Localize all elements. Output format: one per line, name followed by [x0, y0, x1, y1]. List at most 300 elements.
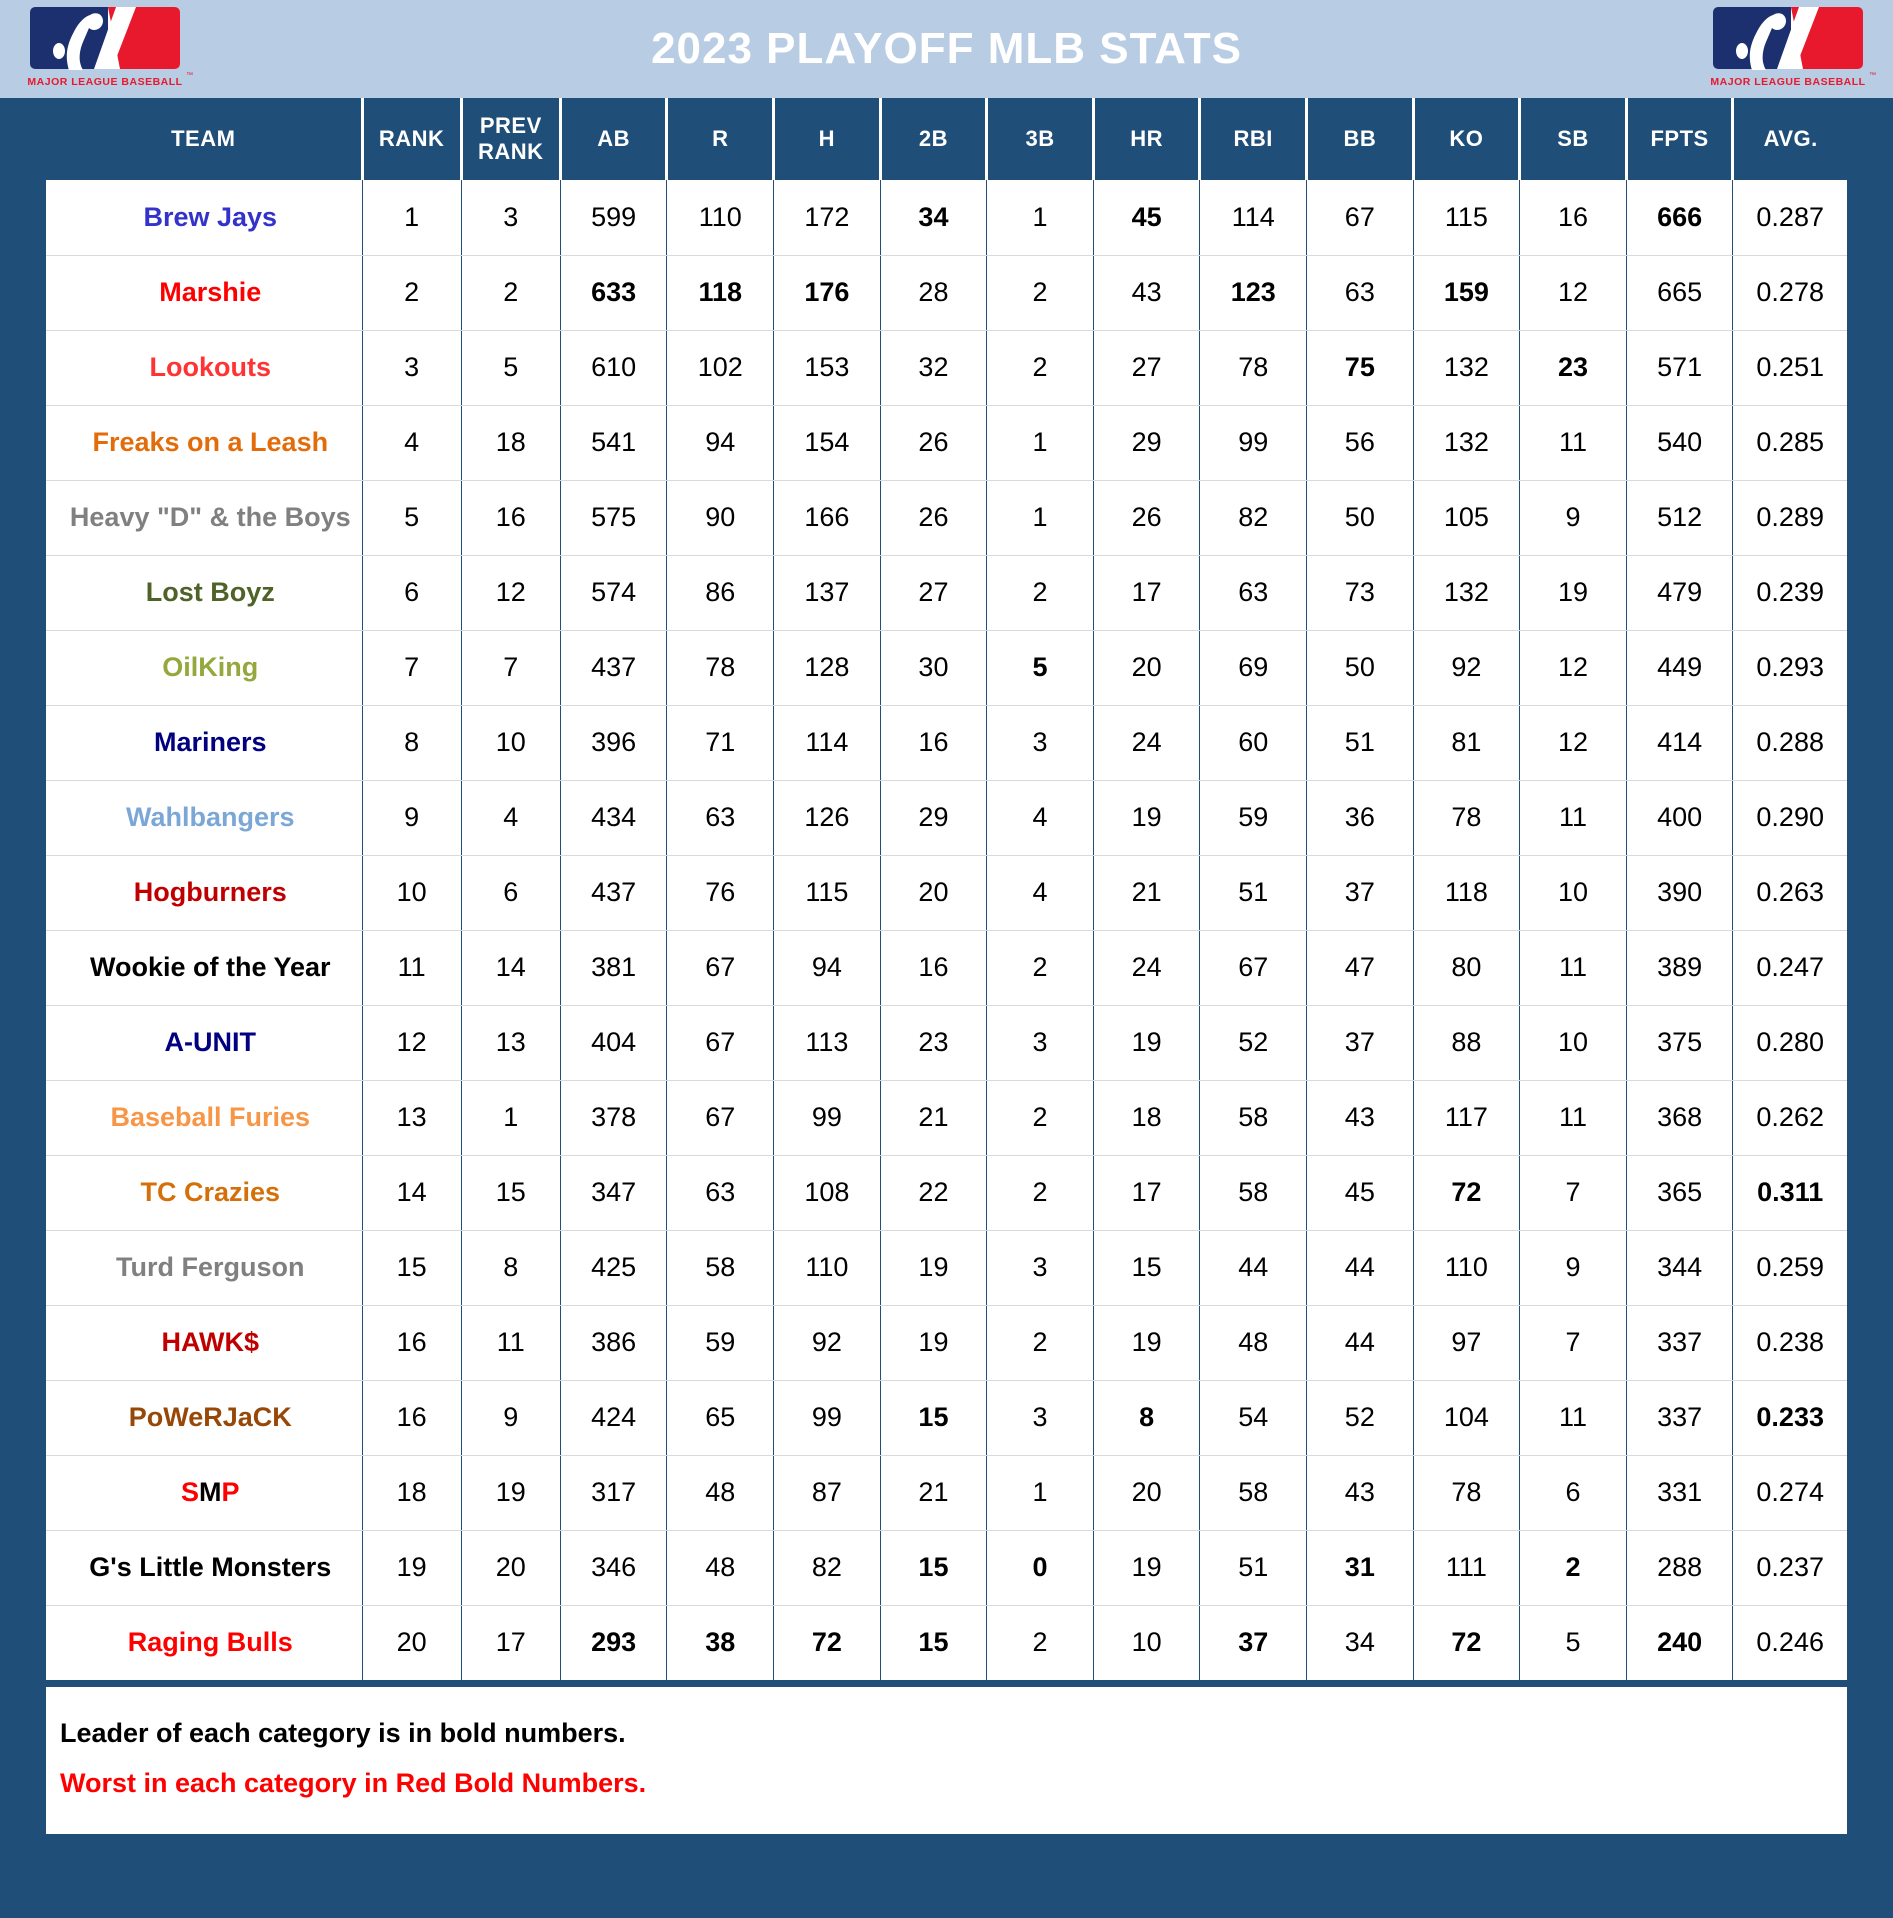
- cell-prev[interactable]: 13: [461, 1005, 560, 1080]
- cell-prev[interactable]: 1: [461, 1080, 560, 1155]
- cell-fpts[interactable]: 666: [1626, 180, 1733, 255]
- table-row[interactable]: [46, 255, 1847, 330]
- cell-b2[interactable]: 27: [880, 555, 987, 630]
- cell-r[interactable]: 58: [667, 1230, 774, 1305]
- cell-hr[interactable]: 19: [1093, 1005, 1200, 1080]
- cell-fpts[interactable]: 571: [1626, 330, 1733, 405]
- col-header-bb[interactable]: BB: [1307, 98, 1414, 180]
- cell-hr[interactable]: 18: [1093, 1080, 1200, 1155]
- cell-rbi[interactable]: 51: [1200, 1530, 1307, 1605]
- cell-avg[interactable]: 0.278: [1733, 255, 1847, 330]
- cell-ko[interactable]: 78: [1413, 1455, 1520, 1530]
- cell-avg[interactable]: 0.280: [1733, 1005, 1847, 1080]
- cell-r[interactable]: 76: [667, 855, 774, 930]
- cell-ko[interactable]: 111: [1413, 1530, 1520, 1605]
- cell-ko[interactable]: 97: [1413, 1305, 1520, 1380]
- col-header-3b[interactable]: 3B: [987, 98, 1094, 180]
- cell-b3[interactable]: 3: [987, 705, 1094, 780]
- cell-hr[interactable]: 21: [1093, 855, 1200, 930]
- cell-r[interactable]: 63: [667, 780, 774, 855]
- cell-ko[interactable]: 110: [1413, 1230, 1520, 1305]
- cell-bb[interactable]: 67: [1307, 180, 1414, 255]
- cell-rank[interactable]: 10: [362, 855, 461, 930]
- cell-b3[interactable]: 1: [987, 1455, 1094, 1530]
- table-row[interactable]: [46, 1005, 1847, 1080]
- cell-h[interactable]: 108: [774, 1155, 881, 1230]
- cell-ab[interactable]: 610: [560, 330, 667, 405]
- cell-ab[interactable]: 437: [560, 630, 667, 705]
- col-header-team[interactable]: TEAM: [46, 98, 362, 180]
- cell-bb[interactable]: 56: [1307, 405, 1414, 480]
- cell-b2[interactable]: 21: [880, 1455, 987, 1530]
- cell-fpts[interactable]: 390: [1626, 855, 1733, 930]
- cell-b3[interactable]: 1: [987, 480, 1094, 555]
- cell-fpts[interactable]: 365: [1626, 1155, 1733, 1230]
- cell-prev[interactable]: 8: [461, 1230, 560, 1305]
- cell-avg[interactable]: 0.247: [1733, 930, 1847, 1005]
- cell-b2[interactable]: 22: [880, 1155, 987, 1230]
- cell-h[interactable]: 82: [774, 1530, 881, 1605]
- cell-bb[interactable]: 36: [1307, 780, 1414, 855]
- cell-avg[interactable]: 0.233: [1733, 1380, 1847, 1455]
- cell-avg[interactable]: 0.237: [1733, 1530, 1847, 1605]
- cell-hr[interactable]: 26: [1093, 480, 1200, 555]
- cell-avg[interactable]: 0.289: [1733, 480, 1847, 555]
- col-header-r[interactable]: R: [667, 98, 774, 180]
- cell-rank[interactable]: 6: [362, 555, 461, 630]
- cell-h[interactable]: 172: [774, 180, 881, 255]
- cell-b2[interactable]: 23: [880, 1005, 987, 1080]
- cell-r[interactable]: 78: [667, 630, 774, 705]
- cell-b3[interactable]: 2: [987, 330, 1094, 405]
- cell-rank[interactable]: 20: [362, 1605, 461, 1680]
- cell-ko[interactable]: 92: [1413, 630, 1520, 705]
- cell-bb[interactable]: 44: [1307, 1305, 1414, 1380]
- cell-r[interactable]: 110: [667, 180, 774, 255]
- team-name-cell[interactable]: [46, 1455, 362, 1530]
- cell-bb[interactable]: 47: [1307, 930, 1414, 1005]
- cell-b2[interactable]: 29: [880, 780, 987, 855]
- cell-avg[interactable]: 0.263: [1733, 855, 1847, 930]
- cell-ab[interactable]: 575: [560, 480, 667, 555]
- cell-avg[interactable]: 0.293: [1733, 630, 1847, 705]
- cell-sb[interactable]: 11: [1520, 1380, 1627, 1455]
- cell-b2[interactable]: 15: [880, 1380, 987, 1455]
- cell-b3[interactable]: 0: [987, 1530, 1094, 1605]
- cell-bb[interactable]: 50: [1307, 480, 1414, 555]
- cell-fpts[interactable]: 331: [1626, 1455, 1733, 1530]
- team-name-cell[interactable]: Wahlbangers: [46, 780, 362, 855]
- cell-fpts[interactable]: 375: [1626, 1005, 1733, 1080]
- cell-bb[interactable]: 31: [1307, 1530, 1414, 1605]
- cell-avg[interactable]: 0.251: [1733, 330, 1847, 405]
- cell-ko[interactable]: 118: [1413, 855, 1520, 930]
- cell-prev[interactable]: 19: [461, 1455, 560, 1530]
- cell-ab[interactable]: 381: [560, 930, 667, 1005]
- cell-h[interactable]: 99: [774, 1080, 881, 1155]
- cell-sb[interactable]: 5: [1520, 1605, 1627, 1680]
- cell-rank[interactable]: 18: [362, 1455, 461, 1530]
- cell-b2[interactable]: 26: [880, 480, 987, 555]
- cell-hr[interactable]: 20: [1093, 630, 1200, 705]
- cell-prev[interactable]: 3: [461, 180, 560, 255]
- cell-rank[interactable]: 12: [362, 1005, 461, 1080]
- cell-ko[interactable]: 159: [1413, 255, 1520, 330]
- cell-rbi[interactable]: 123: [1200, 255, 1307, 330]
- cell-avg[interactable]: 0.288: [1733, 705, 1847, 780]
- cell-prev[interactable]: 2: [461, 255, 560, 330]
- cell-prev[interactable]: 17: [461, 1605, 560, 1680]
- cell-fpts[interactable]: 479: [1626, 555, 1733, 630]
- table-row[interactable]: [46, 780, 1847, 855]
- cell-avg[interactable]: 0.290: [1733, 780, 1847, 855]
- cell-rbi[interactable]: 44: [1200, 1230, 1307, 1305]
- col-header-rbi[interactable]: RBI: [1200, 98, 1307, 180]
- cell-r[interactable]: 86: [667, 555, 774, 630]
- col-header-2b[interactable]: 2B: [880, 98, 987, 180]
- cell-b2[interactable]: 19: [880, 1230, 987, 1305]
- cell-bb[interactable]: 45: [1307, 1155, 1414, 1230]
- cell-fpts[interactable]: 344: [1626, 1230, 1733, 1305]
- cell-prev[interactable]: 10: [461, 705, 560, 780]
- cell-rbi[interactable]: 37: [1200, 1605, 1307, 1680]
- cell-h[interactable]: 99: [774, 1380, 881, 1455]
- cell-sb[interactable]: 7: [1520, 1305, 1627, 1380]
- cell-b3[interactable]: 2: [987, 1305, 1094, 1380]
- cell-hr[interactable]: 19: [1093, 1305, 1200, 1380]
- cell-rbi[interactable]: 54: [1200, 1380, 1307, 1455]
- team-name-cell[interactable]: PoWeRJaCK: [46, 1380, 362, 1455]
- team-name-cell[interactable]: Lost Boyz: [46, 555, 362, 630]
- cell-rank[interactable]: 5: [362, 480, 461, 555]
- cell-h[interactable]: 92: [774, 1305, 881, 1380]
- cell-b3[interactable]: 3: [987, 1005, 1094, 1080]
- table-row[interactable]: [46, 555, 1847, 630]
- cell-b3[interactable]: 5: [987, 630, 1094, 705]
- cell-bb[interactable]: 34: [1307, 1605, 1414, 1680]
- cell-r[interactable]: 65: [667, 1380, 774, 1455]
- cell-bb[interactable]: 37: [1307, 1005, 1414, 1080]
- cell-avg[interactable]: 0.311: [1733, 1155, 1847, 1230]
- cell-rank[interactable]: 16: [362, 1380, 461, 1455]
- team-name-cell[interactable]: G's Little Monsters: [46, 1530, 362, 1605]
- cell-ab[interactable]: 633: [560, 255, 667, 330]
- cell-h[interactable]: 114: [774, 705, 881, 780]
- cell-r[interactable]: 118: [667, 255, 774, 330]
- cell-prev[interactable]: 7: [461, 630, 560, 705]
- cell-prev[interactable]: 12: [461, 555, 560, 630]
- table-row[interactable]: [46, 405, 1847, 480]
- table-row[interactable]: [46, 480, 1847, 555]
- cell-b3[interactable]: 2: [987, 1080, 1094, 1155]
- cell-avg[interactable]: 0.287: [1733, 180, 1847, 255]
- team-name-cell[interactable]: Raging Bulls: [46, 1605, 362, 1680]
- cell-h[interactable]: 72: [774, 1605, 881, 1680]
- table-row[interactable]: [46, 1605, 1847, 1680]
- cell-avg[interactable]: 0.238: [1733, 1305, 1847, 1380]
- cell-b3[interactable]: 2: [987, 930, 1094, 1005]
- team-name-cell[interactable]: Freaks on a Leash: [46, 405, 362, 480]
- cell-ko[interactable]: 78: [1413, 780, 1520, 855]
- cell-ab[interactable]: 424: [560, 1380, 667, 1455]
- team-name-cell[interactable]: TC Crazies: [46, 1155, 362, 1230]
- cell-fpts[interactable]: 512: [1626, 480, 1733, 555]
- cell-ab[interactable]: 404: [560, 1005, 667, 1080]
- cell-avg[interactable]: 0.239: [1733, 555, 1847, 630]
- cell-ko[interactable]: 104: [1413, 1380, 1520, 1455]
- cell-r[interactable]: 90: [667, 480, 774, 555]
- cell-prev[interactable]: 6: [461, 855, 560, 930]
- cell-prev[interactable]: 5: [461, 330, 560, 405]
- cell-ko[interactable]: 117: [1413, 1080, 1520, 1155]
- table-row[interactable]: [46, 1455, 1847, 1530]
- cell-prev[interactable]: 20: [461, 1530, 560, 1605]
- cell-rbi[interactable]: 78: [1200, 330, 1307, 405]
- cell-fpts[interactable]: 665: [1626, 255, 1733, 330]
- cell-avg[interactable]: 0.259: [1733, 1230, 1847, 1305]
- cell-rbi[interactable]: 58: [1200, 1455, 1307, 1530]
- cell-b2[interactable]: 34: [880, 180, 987, 255]
- cell-ab[interactable]: 574: [560, 555, 667, 630]
- cell-r[interactable]: 59: [667, 1305, 774, 1380]
- cell-ab[interactable]: 396: [560, 705, 667, 780]
- cell-b3[interactable]: 3: [987, 1230, 1094, 1305]
- cell-b2[interactable]: 15: [880, 1605, 987, 1680]
- cell-ab[interactable]: 378: [560, 1080, 667, 1155]
- cell-hr[interactable]: 8: [1093, 1380, 1200, 1455]
- cell-h[interactable]: 126: [774, 780, 881, 855]
- cell-sb[interactable]: 6: [1520, 1455, 1627, 1530]
- cell-sb[interactable]: 16: [1520, 180, 1627, 255]
- cell-b2[interactable]: 21: [880, 1080, 987, 1155]
- cell-hr[interactable]: 20: [1093, 1455, 1200, 1530]
- cell-avg[interactable]: 0.246: [1733, 1605, 1847, 1680]
- cell-prev[interactable]: 4: [461, 780, 560, 855]
- cell-ab[interactable]: 425: [560, 1230, 667, 1305]
- cell-r[interactable]: 48: [667, 1530, 774, 1605]
- cell-r[interactable]: 94: [667, 405, 774, 480]
- cell-ko[interactable]: 132: [1413, 330, 1520, 405]
- cell-b3[interactable]: 2: [987, 555, 1094, 630]
- cell-ab[interactable]: 434: [560, 780, 667, 855]
- cell-avg[interactable]: 0.262: [1733, 1080, 1847, 1155]
- cell-sb[interactable]: 12: [1520, 255, 1627, 330]
- cell-hr[interactable]: 19: [1093, 1530, 1200, 1605]
- cell-rbi[interactable]: 114: [1200, 180, 1307, 255]
- cell-ab[interactable]: 599: [560, 180, 667, 255]
- cell-h[interactable]: 113: [774, 1005, 881, 1080]
- cell-ab[interactable]: 386: [560, 1305, 667, 1380]
- table-row[interactable]: [46, 930, 1847, 1005]
- cell-sb[interactable]: 23: [1520, 330, 1627, 405]
- cell-b2[interactable]: 28: [880, 255, 987, 330]
- cell-ko[interactable]: 72: [1413, 1605, 1520, 1680]
- team-name-cell[interactable]: Marshie: [46, 255, 362, 330]
- cell-ko[interactable]: 132: [1413, 555, 1520, 630]
- cell-rank[interactable]: 14: [362, 1155, 461, 1230]
- cell-hr[interactable]: 17: [1093, 555, 1200, 630]
- table-row[interactable]: [46, 1305, 1847, 1380]
- cell-rank[interactable]: 15: [362, 1230, 461, 1305]
- cell-bb[interactable]: 52: [1307, 1380, 1414, 1455]
- cell-h[interactable]: 128: [774, 630, 881, 705]
- cell-rank[interactable]: 16: [362, 1305, 461, 1380]
- cell-h[interactable]: 153: [774, 330, 881, 405]
- cell-sb[interactable]: 7: [1520, 1155, 1627, 1230]
- cell-b3[interactable]: 2: [987, 1155, 1094, 1230]
- col-header-ko[interactable]: KO: [1413, 98, 1520, 180]
- cell-b3[interactable]: 2: [987, 1605, 1094, 1680]
- cell-ko[interactable]: 88: [1413, 1005, 1520, 1080]
- cell-rbi[interactable]: 52: [1200, 1005, 1307, 1080]
- cell-r[interactable]: 67: [667, 930, 774, 1005]
- cell-prev[interactable]: 11: [461, 1305, 560, 1380]
- cell-prev[interactable]: 18: [461, 405, 560, 480]
- cell-h[interactable]: 137: [774, 555, 881, 630]
- cell-b2[interactable]: 20: [880, 855, 987, 930]
- cell-rbi[interactable]: 99: [1200, 405, 1307, 480]
- cell-avg[interactable]: 0.274: [1733, 1455, 1847, 1530]
- cell-h[interactable]: 176: [774, 255, 881, 330]
- cell-bb[interactable]: 63: [1307, 255, 1414, 330]
- team-name-cell[interactable]: A-UNIT: [46, 1005, 362, 1080]
- team-name-cell[interactable]: Turd Ferguson: [46, 1230, 362, 1305]
- table-row[interactable]: [46, 1080, 1847, 1155]
- team-name-cell[interactable]: Mariners: [46, 705, 362, 780]
- cell-h[interactable]: 94: [774, 930, 881, 1005]
- cell-fpts[interactable]: 540: [1626, 405, 1733, 480]
- cell-fpts[interactable]: 368: [1626, 1080, 1733, 1155]
- cell-b3[interactable]: 2: [987, 255, 1094, 330]
- cell-sb[interactable]: 9: [1520, 1230, 1627, 1305]
- cell-rbi[interactable]: 48: [1200, 1305, 1307, 1380]
- col-header-avg[interactable]: AVG.: [1733, 98, 1847, 180]
- cell-hr[interactable]: 24: [1093, 705, 1200, 780]
- col-header-hr[interactable]: HR: [1093, 98, 1200, 180]
- cell-h[interactable]: 166: [774, 480, 881, 555]
- cell-b2[interactable]: 16: [880, 705, 987, 780]
- cell-hr[interactable]: 24: [1093, 930, 1200, 1005]
- table-row[interactable]: [46, 855, 1847, 930]
- col-header-fpts[interactable]: FPTS: [1626, 98, 1733, 180]
- cell-fpts[interactable]: 337: [1626, 1380, 1733, 1455]
- cell-ko[interactable]: 115: [1413, 180, 1520, 255]
- cell-r[interactable]: 67: [667, 1080, 774, 1155]
- cell-fpts[interactable]: 240: [1626, 1605, 1733, 1680]
- col-header-h[interactable]: H: [774, 98, 881, 180]
- cell-rbi[interactable]: 82: [1200, 480, 1307, 555]
- cell-sb[interactable]: 9: [1520, 480, 1627, 555]
- cell-fpts[interactable]: 288: [1626, 1530, 1733, 1605]
- table-row[interactable]: [46, 1155, 1847, 1230]
- cell-sb[interactable]: 11: [1520, 930, 1627, 1005]
- cell-hr[interactable]: 43: [1093, 255, 1200, 330]
- table-row[interactable]: [46, 1230, 1847, 1305]
- cell-bb[interactable]: 43: [1307, 1455, 1414, 1530]
- team-name-cell[interactable]: HAWK$: [46, 1305, 362, 1380]
- cell-rank[interactable]: 4: [362, 405, 461, 480]
- cell-b3[interactable]: 1: [987, 405, 1094, 480]
- table-row[interactable]: [46, 180, 1847, 255]
- cell-rank[interactable]: 7: [362, 630, 461, 705]
- cell-h[interactable]: 154: [774, 405, 881, 480]
- cell-bb[interactable]: 37: [1307, 855, 1414, 930]
- cell-rbi[interactable]: 60: [1200, 705, 1307, 780]
- cell-ko[interactable]: 132: [1413, 405, 1520, 480]
- cell-ab[interactable]: 317: [560, 1455, 667, 1530]
- cell-h[interactable]: 87: [774, 1455, 881, 1530]
- col-header-ab[interactable]: AB: [560, 98, 667, 180]
- cell-hr[interactable]: 29: [1093, 405, 1200, 480]
- table-row[interactable]: [46, 330, 1847, 405]
- cell-rbi[interactable]: 51: [1200, 855, 1307, 930]
- table-row[interactable]: [46, 1530, 1847, 1605]
- cell-hr[interactable]: 15: [1093, 1230, 1200, 1305]
- cell-ko[interactable]: 105: [1413, 480, 1520, 555]
- cell-prev[interactable]: 14: [461, 930, 560, 1005]
- table-row[interactable]: [46, 630, 1847, 705]
- table-row[interactable]: [46, 1380, 1847, 1455]
- col-header-sb[interactable]: SB: [1520, 98, 1627, 180]
- cell-b2[interactable]: 19: [880, 1305, 987, 1380]
- cell-hr[interactable]: 17: [1093, 1155, 1200, 1230]
- cell-rbi[interactable]: 63: [1200, 555, 1307, 630]
- cell-b2[interactable]: 26: [880, 405, 987, 480]
- cell-fpts[interactable]: 400: [1626, 780, 1733, 855]
- cell-r[interactable]: 63: [667, 1155, 774, 1230]
- cell-rank[interactable]: 11: [362, 930, 461, 1005]
- cell-sb[interactable]: 19: [1520, 555, 1627, 630]
- cell-b3[interactable]: 4: [987, 855, 1094, 930]
- cell-sb[interactable]: 12: [1520, 705, 1627, 780]
- cell-fpts[interactable]: 337: [1626, 1305, 1733, 1380]
- cell-ab[interactable]: 293: [560, 1605, 667, 1680]
- cell-r[interactable]: 102: [667, 330, 774, 405]
- cell-sb[interactable]: 11: [1520, 405, 1627, 480]
- cell-b2[interactable]: 32: [880, 330, 987, 405]
- cell-bb[interactable]: 73: [1307, 555, 1414, 630]
- cell-bb[interactable]: 43: [1307, 1080, 1414, 1155]
- cell-bb[interactable]: 44: [1307, 1230, 1414, 1305]
- cell-fpts[interactable]: 449: [1626, 630, 1733, 705]
- cell-rbi[interactable]: 59: [1200, 780, 1307, 855]
- cell-prev[interactable]: 9: [461, 1380, 560, 1455]
- team-name-cell[interactable]: Hogburners: [46, 855, 362, 930]
- cell-r[interactable]: 38: [667, 1605, 774, 1680]
- cell-sb[interactable]: 11: [1520, 780, 1627, 855]
- cell-ab[interactable]: 437: [560, 855, 667, 930]
- table-row[interactable]: [46, 705, 1847, 780]
- cell-ko[interactable]: 81: [1413, 705, 1520, 780]
- cell-bb[interactable]: 75: [1307, 330, 1414, 405]
- team-name-cell[interactable]: Heavy "D" & the Boys: [46, 480, 362, 555]
- cell-sb[interactable]: 2: [1520, 1530, 1627, 1605]
- cell-prev[interactable]: 16: [461, 480, 560, 555]
- cell-rank[interactable]: 19: [362, 1530, 461, 1605]
- cell-rbi[interactable]: 69: [1200, 630, 1307, 705]
- cell-ab[interactable]: 541: [560, 405, 667, 480]
- cell-rank[interactable]: 8: [362, 705, 461, 780]
- team-name-cell[interactable]: OilKing: [46, 630, 362, 705]
- cell-ab[interactable]: 347: [560, 1155, 667, 1230]
- cell-bb[interactable]: 51: [1307, 705, 1414, 780]
- team-name-cell[interactable]: Lookouts: [46, 330, 362, 405]
- cell-ko[interactable]: 80: [1413, 930, 1520, 1005]
- cell-b2[interactable]: 30: [880, 630, 987, 705]
- col-header-rank[interactable]: RANK: [362, 98, 461, 180]
- cell-rank[interactable]: 3: [362, 330, 461, 405]
- cell-sb[interactable]: 12: [1520, 630, 1627, 705]
